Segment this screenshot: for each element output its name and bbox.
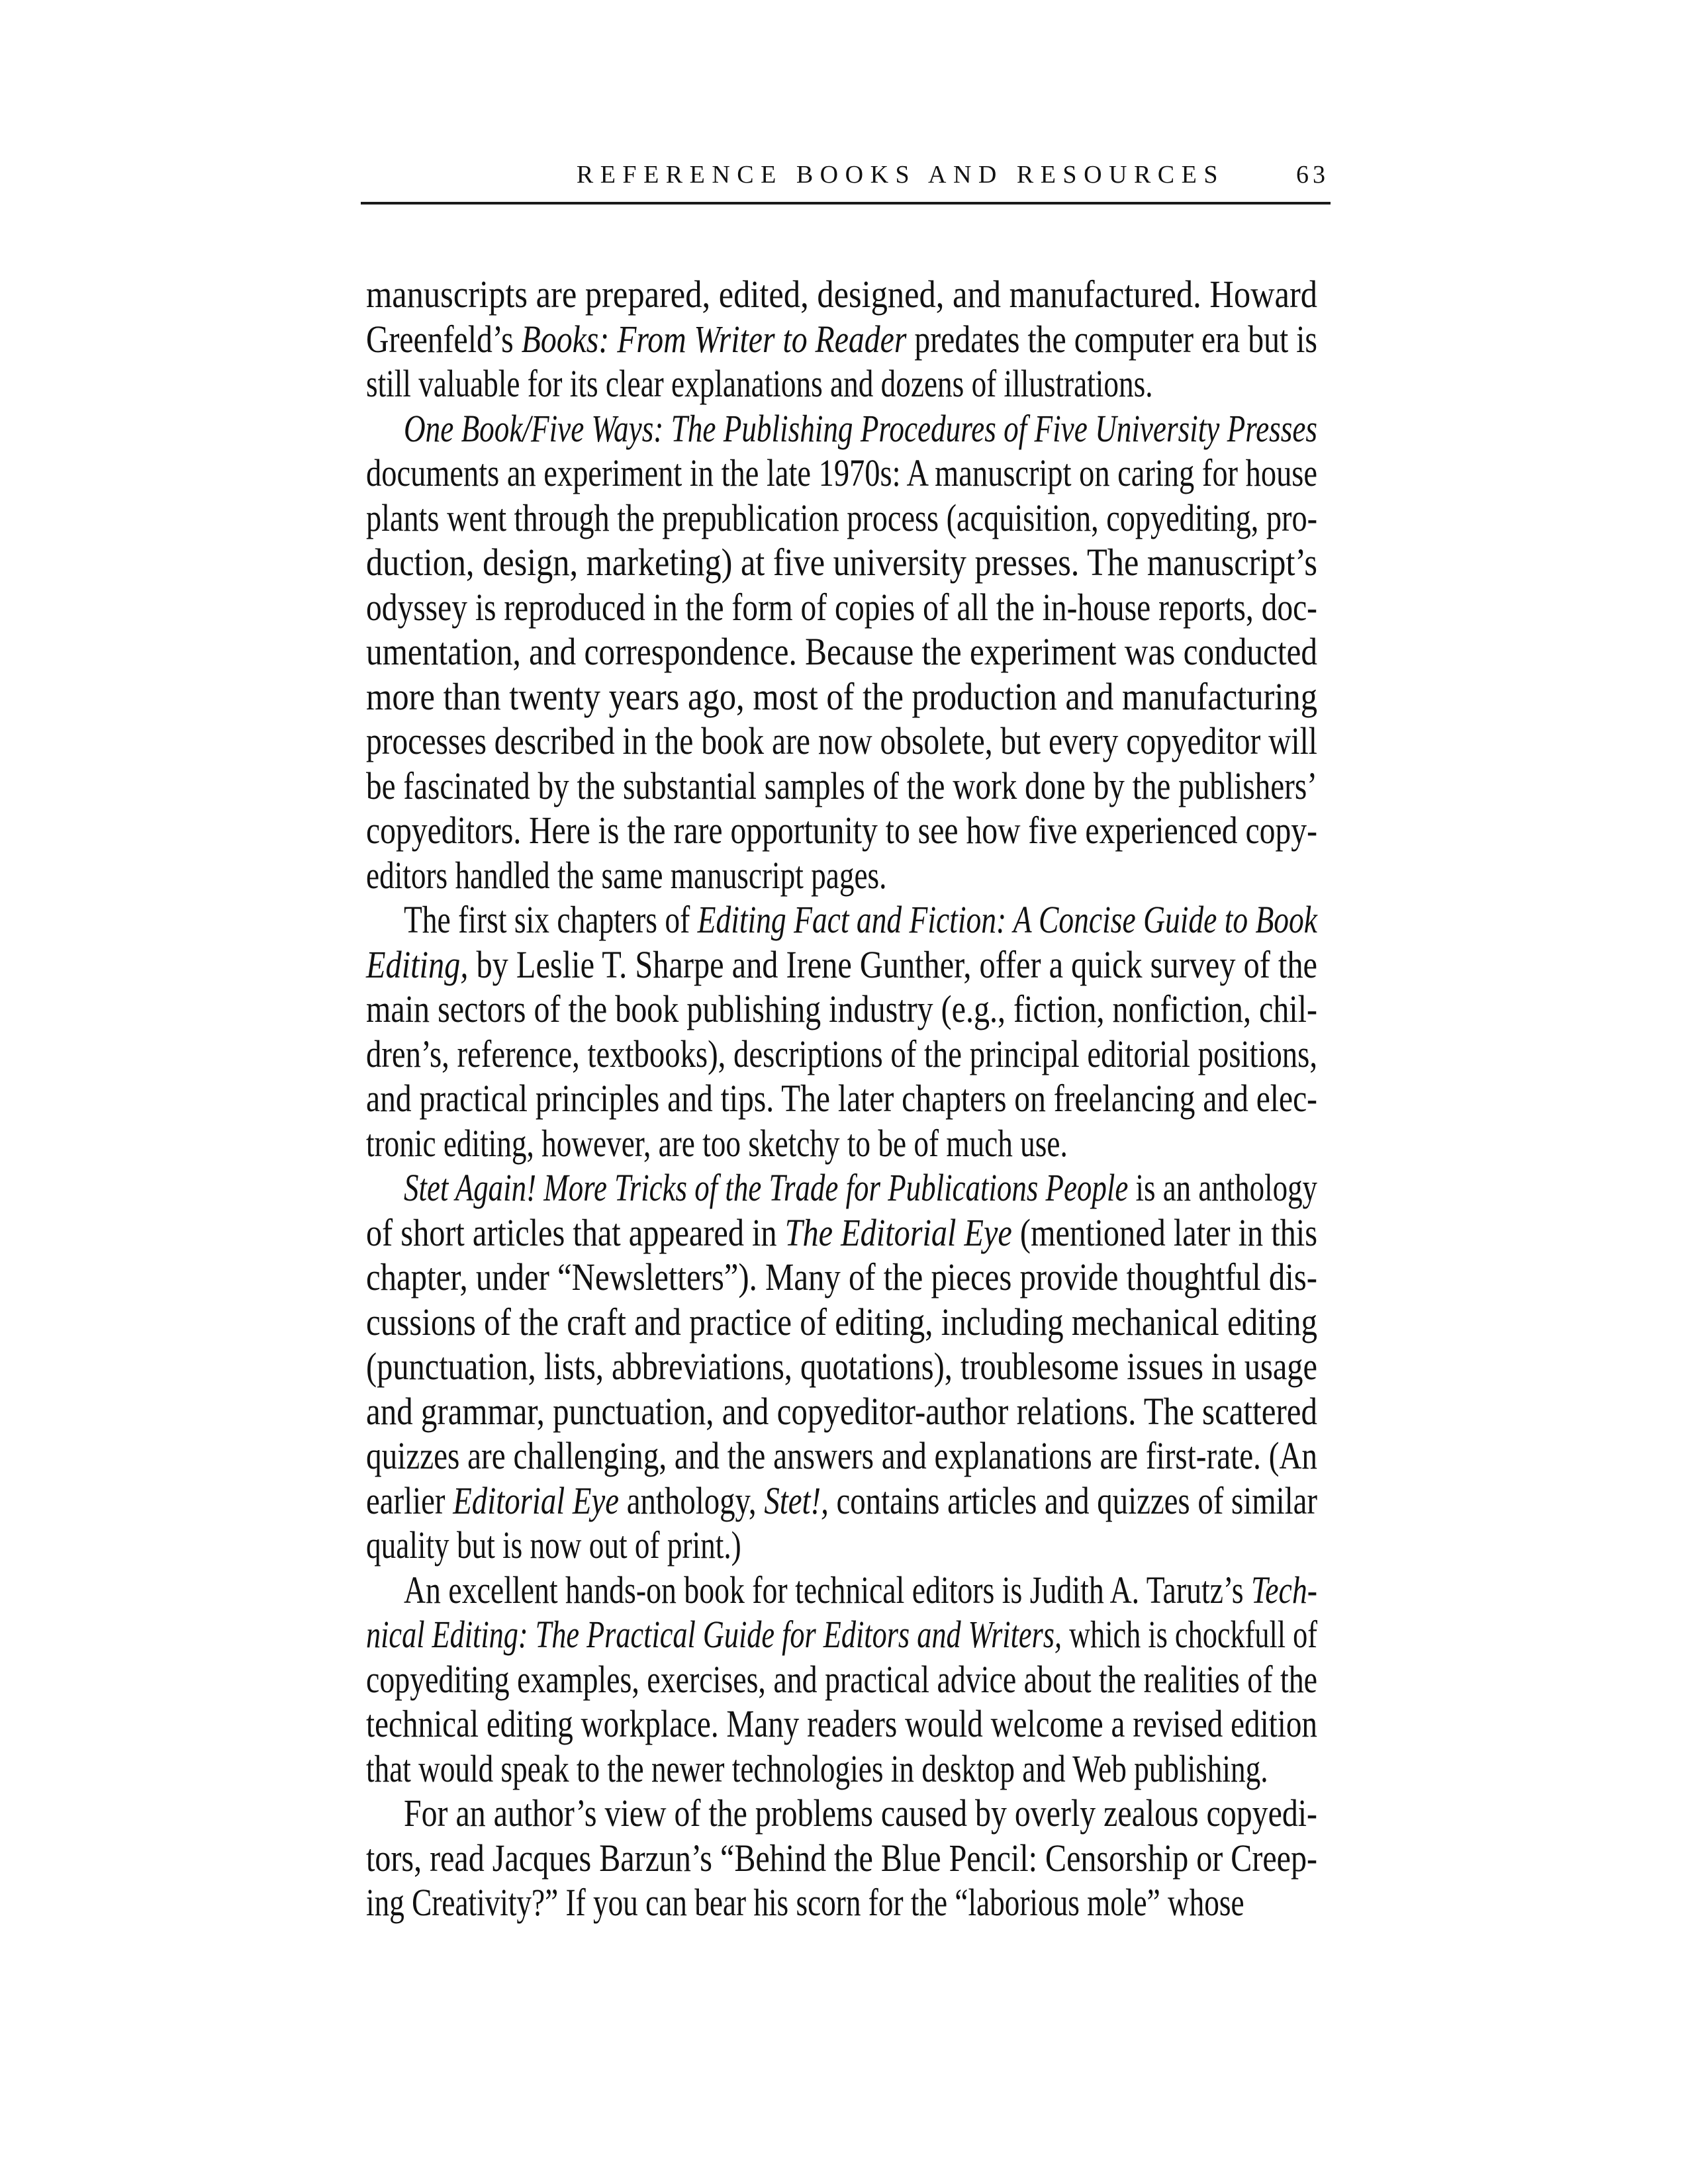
text-line (366, 942, 1317, 987)
text-run: that would speak to the newer technologies in desktop and Web publishing. (366, 1747, 1268, 1790)
text-line (366, 1523, 1317, 1568)
text-line (366, 1747, 1317, 1792)
text-run: quizzes are challenging, and the answers and explanations are first-rate. (An (366, 1434, 1317, 1477)
text-line (366, 451, 1317, 496)
paragraph (366, 1568, 1317, 1792)
text-run: (mentioned later in this (1011, 1210, 1317, 1254)
italic-title: Editorial Eye (453, 1479, 620, 1522)
text-run: technical editing workplace. Many readers would welcome a revised edition (366, 1702, 1317, 1745)
text-run: Greenfeld’s (366, 317, 522, 361)
text-run: is an anthology (1128, 1166, 1317, 1209)
text-line (366, 1479, 1317, 1524)
text-run: manuscripts are prepared, edited, designed, and manufactured. Howard (366, 273, 1317, 316)
italic-title: Editing, (366, 942, 469, 986)
text-line (366, 1121, 1317, 1166)
text-line (366, 897, 1317, 942)
text-line (366, 1568, 1317, 1613)
text-run: copyediting examples, exercises, and practical advice about the realities of the (366, 1657, 1317, 1701)
text-run: contains articles and quizzes of similar (828, 1479, 1317, 1522)
text-run: quality but is now out of print.) (366, 1524, 741, 1567)
text-run: editors handled the same manuscript pages. (366, 853, 887, 897)
running-head-title: REFERENCE BOOKS AND RESOURCES (576, 161, 1225, 189)
text-run: still valuable for its clear explanations and dozens of illustrations. (366, 362, 1153, 405)
paragraph (366, 1165, 1317, 1568)
text-line (366, 853, 1317, 898)
text-line (366, 987, 1317, 1032)
italic-title: Editing Fact and Fiction: A Concise Guide to Book (697, 898, 1317, 941)
text-run: dren’s, reference, textbooks), descriptions of the principal editorial positions, (366, 1032, 1317, 1075)
paragraph (366, 1791, 1317, 1925)
text-line (366, 674, 1317, 719)
text-line (366, 1344, 1317, 1389)
text-run: umentation, and correspondence. Because the experiment was conducted (366, 630, 1317, 673)
text-line (366, 1433, 1317, 1479)
text-run: main sectors of the book publishing industry (e.g., fiction, nonfiction, chil- (366, 987, 1317, 1030)
text-line (366, 1076, 1317, 1121)
text-run: and practical principles and tips. The later chapters on freelancing and elec- (366, 1077, 1317, 1120)
text-run: and grammar, punctuation, and copyeditor-author relations. The scattered (366, 1389, 1317, 1433)
italic-title: nical Editing: The Practical Guide for Editors and Writers, (366, 1613, 1062, 1656)
text-line (366, 1702, 1317, 1747)
paragraph (366, 272, 1317, 406)
text-line (366, 1032, 1317, 1077)
text-run: copyeditors. Here is the rare opportunity to see how five experienced copy- (366, 809, 1317, 852)
text-run: by Leslie T. Sharpe and Irene Gunther, offer a quick survey of the (468, 942, 1317, 986)
text-run: documents an experiment in the late 1970s: A manuscript on caring for house (366, 451, 1317, 494)
text-line (366, 1165, 1317, 1210)
text-line (366, 1657, 1317, 1702)
text-line (366, 361, 1317, 406)
text-line (366, 1255, 1317, 1300)
body-text (366, 272, 1317, 1925)
text-line (366, 1836, 1317, 1881)
header-rule (361, 202, 1331, 205)
text-run: earlier (366, 1479, 453, 1522)
text-run: An excellent hands-on book for technical editors is Judith A. Tarutz’s (404, 1568, 1251, 1612)
text-run: chapter, under “Newsletters”). Many of the pieces provide thoughtful dis- (366, 1255, 1317, 1298)
italic-title: Stet!, (764, 1479, 829, 1522)
text-run: predates the computer era but is (906, 317, 1317, 361)
text-line (366, 1210, 1317, 1255)
text-line (366, 1300, 1317, 1345)
text-run: which is chockfull of (1062, 1613, 1317, 1656)
paragraph (366, 406, 1317, 898)
text-run: of short articles that appeared in (366, 1210, 785, 1254)
text-line (366, 585, 1317, 630)
text-line (366, 1880, 1317, 1925)
text-line (366, 406, 1317, 451)
text-line (366, 1612, 1317, 1657)
text-run: anthology, (619, 1479, 765, 1522)
text-run: For an author’s view of the problems caused by overly zealous copyedi- (404, 1792, 1317, 1835)
text-line (366, 496, 1317, 541)
text-run: duction, design, marketing) at five university presses. The manuscript’s (366, 541, 1317, 584)
page-number: 63 (1296, 161, 1329, 189)
text-line (366, 764, 1317, 809)
running-head (361, 156, 1331, 193)
paragraph (366, 897, 1317, 1165)
text-run: (punctuation, lists, abbreviations, quotations), troublesome issues in usage (366, 1345, 1317, 1388)
text-run: The first six chapters of (404, 898, 698, 941)
text-run: tors, read Jacques Barzun’s “Behind the Blue Pencil: Censorship or Creep- (366, 1836, 1317, 1880)
text-run: processes described in the book are now obsolete, but every copyeditor will (366, 719, 1317, 762)
text-line (366, 1791, 1317, 1836)
text-run: odyssey is reproduced in the form of copies of all the in-house reports, doc- (366, 585, 1317, 629)
italic-title: Books: From Writer to Reader (521, 317, 907, 361)
italic-title: Stet Again! More Tricks of the Trade for Publications People (404, 1166, 1129, 1209)
text-line (366, 1389, 1317, 1434)
text-line (366, 719, 1317, 764)
text-line (366, 317, 1317, 362)
italic-title: One Book/Five Ways: The Publishing Procedures of Five University Presses (404, 406, 1317, 450)
text-line (366, 540, 1317, 585)
text-line (366, 629, 1317, 674)
italic-title: Tech- (1250, 1568, 1317, 1612)
text-line (366, 272, 1317, 317)
text-line (366, 808, 1317, 853)
text-run: plants went through the prepublication process (acquisition, copyediting, pro- (366, 496, 1317, 539)
text-run: be fascinated by the substantial samples of the work done by the publishers’ (366, 764, 1317, 807)
text-run: tronic editing, however, are too sketchy to be of much use. (366, 1121, 1068, 1165)
italic-title: The Editorial Eye (784, 1210, 1012, 1254)
text-run: cussions of the craft and practice of editing, including mechanical editing (366, 1300, 1317, 1343)
text-run: more than twenty years ago, most of the production and manufacturing (366, 674, 1317, 718)
text-run: ing Creativity?” If you can bear his scorn for the “laborious mole” whose (366, 1881, 1244, 1924)
